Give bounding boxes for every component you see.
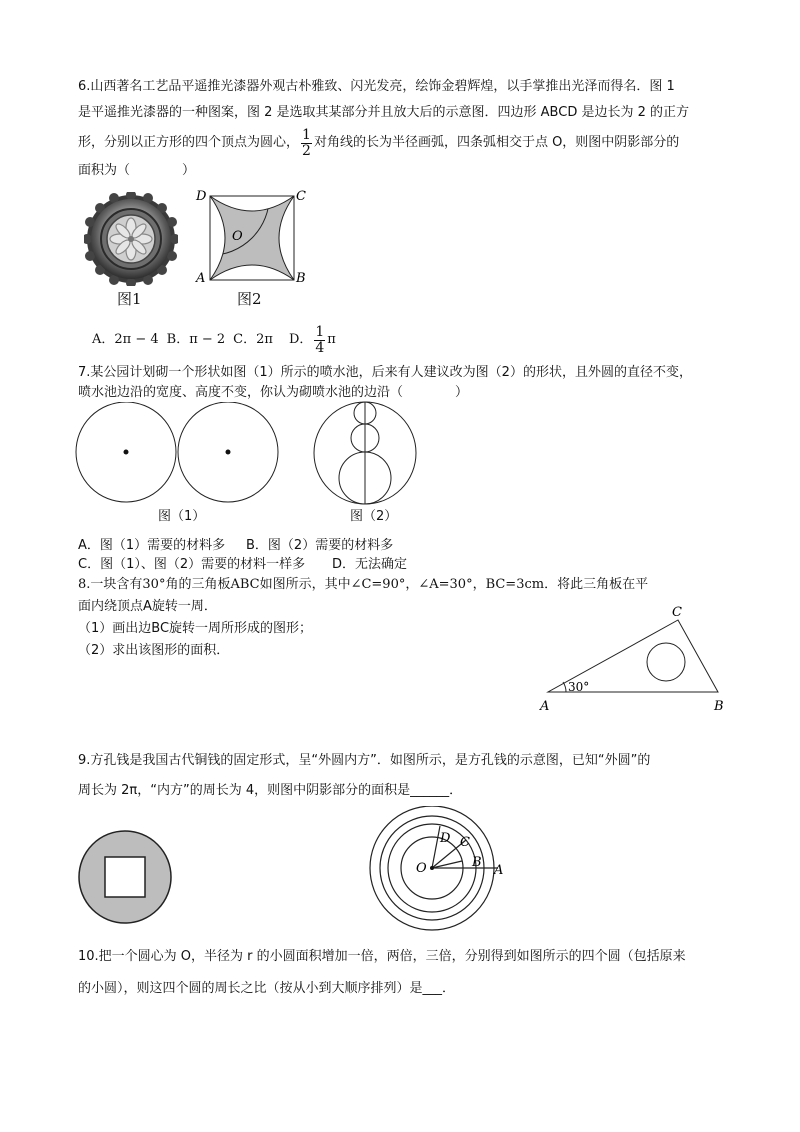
q6-fig1-caption: 图1 <box>117 290 142 308</box>
q6-text-line1: 6.山西著名工艺品平遥推光漆器外观古朴雅致、闪光发亮，绘饰金碧辉煌，以手掌推出光泽而得名．图 1 <box>78 79 675 94</box>
label-B: B <box>296 271 306 286</box>
label-C: C <box>296 189 306 204</box>
q10-text-line1: 10.把一个圆心为 O，半径为 r 的小圆面积增加一倍，两倍，三倍，分别得到如图所示的四个圆（包括原来 <box>78 949 686 964</box>
q10-concentric-circles <box>360 806 520 940</box>
q8-sub1: （1）画出边BC旋转一周所形成的图形； <box>78 621 313 636</box>
q9-text-line1: 9.方孔钱是我国古代铜钱的固定形式，呈“外圆内方”．如图所示，是方孔钱的示意图，已知“外圆”的 <box>78 753 651 768</box>
q6-fig1-lacquer-plate <box>84 192 178 286</box>
q7-option-d[interactable]: D．无法确定 <box>332 557 408 572</box>
q8-triangle-figure <box>532 600 732 716</box>
label-A: A <box>540 699 550 714</box>
q10-text-line2: 的小圆），则这四个圆的周长之比（按从小到大顺序排列）是___． <box>78 981 456 996</box>
q8-text-line2: 面内绕顶点A旋转一周． <box>78 599 217 614</box>
q6-frac-den: 2 <box>302 142 311 159</box>
label-O: O <box>232 229 243 244</box>
q6-option-b[interactable]: B．π − 2 <box>166 332 226 347</box>
q7-fig1-two-circles <box>74 402 282 506</box>
label-B: B <box>714 699 724 714</box>
q6-line3-post: 对角线的长为半径画弧，四条弧相交于点 O，则图中阴影部分的 <box>313 135 680 150</box>
q6-opt-d-num: 1 <box>315 323 325 340</box>
q9-square-hole-coin <box>76 828 174 926</box>
q9-text-line2: 周长为 2π，“内方”的周长为 4，则图中阴影部分的面积是______． <box>78 783 463 798</box>
q6-text-line3 <box>78 124 679 162</box>
q6-fig2-square-arcs <box>194 186 306 286</box>
q6-opt-d-den: 4 <box>315 339 325 356</box>
q7-text-line2: 喷水池边沿的宽度、高度不变，你认为砌喷水池的边沿（ ） <box>78 385 469 400</box>
q6-text-line4: 面积为（ ） <box>78 163 196 178</box>
q7-option-a[interactable]: A．图（1）需要的材料多 <box>78 538 226 553</box>
q6-option-a[interactable]: A．2π − 4 <box>92 332 159 347</box>
label-A: A <box>196 271 206 286</box>
q7-option-b[interactable]: B．图（2）需要的材料多 <box>246 538 394 553</box>
q6-fig2-caption: 图2 <box>237 290 262 308</box>
q7-fig2-caption: 图（2） <box>350 509 398 524</box>
label-D: D <box>440 831 451 846</box>
q6-fraction <box>301 128 312 159</box>
coin-square-hole <box>105 857 145 897</box>
q8-sub2: （2）求出该图形的面积． <box>78 643 230 658</box>
q7-text-line1: 7.某公园计划砌一个形状如图（1）所示的喷水池，后来有人建议改为图（2）的形状，且外圆的直径不变， <box>78 365 692 380</box>
q8-text-line1: 8.一块含有30°角的三角板ABC如图所示，其中∠C=90°，∠A=30°，BC=3cm．将此三角板在平 <box>78 577 649 592</box>
q6-line3-pre: 形，分别以正方形的四个顶点为圆心， <box>78 135 300 150</box>
q7-option-c[interactable]: C．图（1）、图（2）需要的材料一样多 <box>78 557 306 572</box>
q6-option-d[interactable] <box>289 325 336 356</box>
q7-fig1-caption: 图（1） <box>158 509 206 524</box>
q6-option-d-pre: D． <box>288 332 313 347</box>
q7-fig2-stacked-circles <box>312 400 418 506</box>
q6-frac-num: 1 <box>302 126 311 143</box>
label-C: C <box>460 835 470 850</box>
label-A: A <box>494 863 504 878</box>
q6-text-line2: 是平遥推光漆器的一种图案，图 2 是选取其某部分并且放大后的示意图．四边形 ABCD 是边长为 2 的正方 <box>78 105 690 120</box>
q6-option-d-post: π <box>327 332 336 347</box>
label-B: B <box>472 855 482 870</box>
q6-option-c[interactable]: C．2π <box>233 332 273 347</box>
q6-option-d-fraction <box>314 325 325 356</box>
label-O: O <box>416 861 427 876</box>
angle-30-label: 30° <box>568 680 590 694</box>
label-D: D <box>196 189 207 204</box>
q6-options <box>92 322 336 358</box>
label-C: C <box>672 605 682 620</box>
